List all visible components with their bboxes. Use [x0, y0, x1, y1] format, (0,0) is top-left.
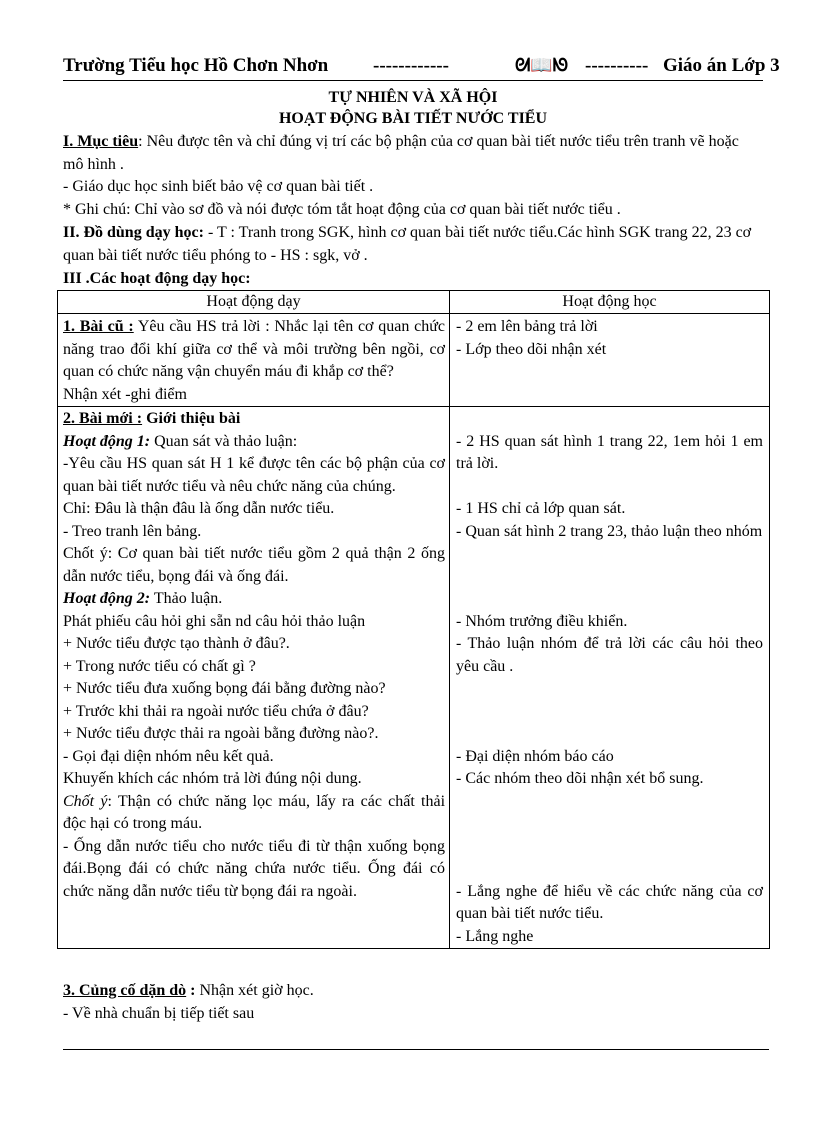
- materials-heading: II. Đồ dùng dạy học:: [63, 224, 204, 241]
- header-rule: [63, 80, 763, 81]
- objectives-heading: I. Mục tiêu: [63, 133, 139, 150]
- school-name: Trường Tiểu học Hồ Chơn Nhơn: [63, 55, 329, 76]
- table-row: [58, 314, 770, 407]
- activity-1-label: Hoạt động 1:: [63, 432, 151, 450]
- book-ornament-icon: ᘛ📖ᘚ: [515, 55, 569, 75]
- old-lesson-teaching: 1. Bài cũ : Yêu cầu HS trả lời : Nhắc lại tên cơ quan chức năng trao đổi khí giữa cơ thể và môi trường bên ngồi, cơ quan có chức năng vận chuyển máu đi khắp cơ thể? Nhận xét -ghi điểm: [58, 314, 450, 407]
- objectives-section: [63, 131, 763, 221]
- conclusion-label: Chốt ý: [63, 792, 108, 810]
- col-teaching-header: Hoạt động dạy: [58, 291, 450, 314]
- activities-table: [57, 290, 770, 949]
- lesson-title: HOẠT ĐỘNG BÀI TIẾT NƯỚC TIỂU: [278, 110, 548, 127]
- table-header-row: [58, 291, 770, 314]
- activity-2-label: Hoạt động 2:: [63, 590, 151, 607]
- objectives-line-1: I. Mục tiêu: Nêu được tên và chỉ đúng vị trí các bộ phận của cơ quan bài tiết nước tiểu trên tranh vẽ hoặc mô hình .: [63, 133, 739, 173]
- closing-homework: - Về nhà chuẩn bị tiếp tiết sau: [63, 1004, 255, 1022]
- subject-title: TỰ NHIÊN VÀ XÃ HỘI: [328, 89, 498, 106]
- old-lesson-heading: 1. Bài cũ :: [63, 318, 134, 335]
- objectives-text: Nêu được tên và chỉ đúng vị trí các bộ phận của cơ quan bài tiết nước tiểu trên tranh vẽ hoặc mô hình .: [63, 133, 739, 173]
- materials-section: [63, 222, 763, 267]
- new-lesson-learning: - 2 HS quan sát hình 1 trang 22, 1em hỏi 1 em trả lời. - 1 HS chỉ cả lớp quan sát. - Quan sát hình 2 trang 23, thảo luận theo nhóm - Nhóm trưởng điều khiển. - Thảo luận nhóm để trả lời các câu hỏi theo yêu cầu . - Đại diện nhóm báo cáo - Các nhóm theo dõi nhận xét bổ sung. - Lắng nghe để hiểu về các chức năng của cơ quan bài tiết nước tiểu. - Lắng nghe: [450, 407, 770, 949]
- lesson-titles: [63, 87, 763, 129]
- activities-heading: III .Các hoạt động dạy học:: [63, 270, 251, 287]
- page-header: [63, 52, 780, 80]
- header-dashes-left: ------------: [373, 55, 449, 76]
- closing-section: 3. Củng cố dặn dò : Nhận xét giờ học. - Về nhà chuẩn bị tiếp tiết sau: [63, 980, 763, 1025]
- header-dashes-right: ----------: [585, 55, 649, 76]
- table-row: [58, 407, 770, 949]
- materials-text: - T : Tranh trong SGK, hình cơ quan bài tiết nước tiểu.Các hình SGK trang 22, 23 cơ quan bài tiết nước tiểu phóng to - HS : sgk, vở .: [63, 224, 752, 264]
- new-lesson-heading: 2. Bài mới :: [63, 410, 143, 427]
- col-learning-header: Hoạt động học: [450, 291, 770, 314]
- lesson-plan-grade: Giáo án Lớp 3: [663, 55, 780, 76]
- old-lesson-learning: - 2 em lên bảng trả lời - Lớp theo dõi nhận xét: [450, 314, 770, 407]
- old-lesson-note: Nhận xét -ghi điểm: [63, 385, 187, 403]
- closing-heading: 3. Củng cố dặn dò: [63, 982, 187, 999]
- objectives-line-2: - Giáo dục học sinh biết bảo vệ cơ quan bài tiết .: [63, 178, 374, 195]
- footer-rule: [63, 1049, 769, 1050]
- new-lesson-teaching: 2. Bài mới : Giới thiệu bài Hoạt động 1: Quan sát và thảo luận: -Yêu cầu HS quan sát H 1 kể được tên các bộ phận của cơ quan bài tiết nước tiểu và nêu chức năng của chúng. Chỉ: Đâu là thận đâu là ống dẫn nước tiểu. - Treo tranh lên bảng. Chốt ý: Cơ quan bài tiết nước tiểu gồm 2 quả thận 2 ống dẫn nước tiểu, bọng đái và ống đái. Hoạt động 2: Thảo luận. Phát phiếu câu hỏi ghi sẵn nd câu hỏi thảo luận + Nước tiểu được tạo thành ở đâu?. + Trong nước tiểu có chất gì ? + Nước tiểu đưa xuống bọng đái bằng đường nào? + Trước khi thải ra ngoài nước tiểu chứa ở đâu? + Nước tiểu được thải ra ngoài bằng đường nào?. - Gọi đại diện nhóm nêu kết quả. Khuyến khích các nhóm trả lời đúng nội dung. Chốt ý: Thận có chức năng lọc máu, lấy ra các chất thải độc hại có trong máu. - Ống dẫn nước tiểu cho nước tiểu đi từ thận xuống bọng đái.Bọng đái có chức năng chứa nước tiểu. Ống đái có chức năng dẫn nước tiểu từ bọng đái ra ngoài.: [58, 407, 450, 949]
- objectives-note: * Ghi chú: Chỉ vào sơ đồ và nói được tóm tắt hoạt động của cơ quan bài tiết nước tiểu .: [63, 200, 621, 218]
